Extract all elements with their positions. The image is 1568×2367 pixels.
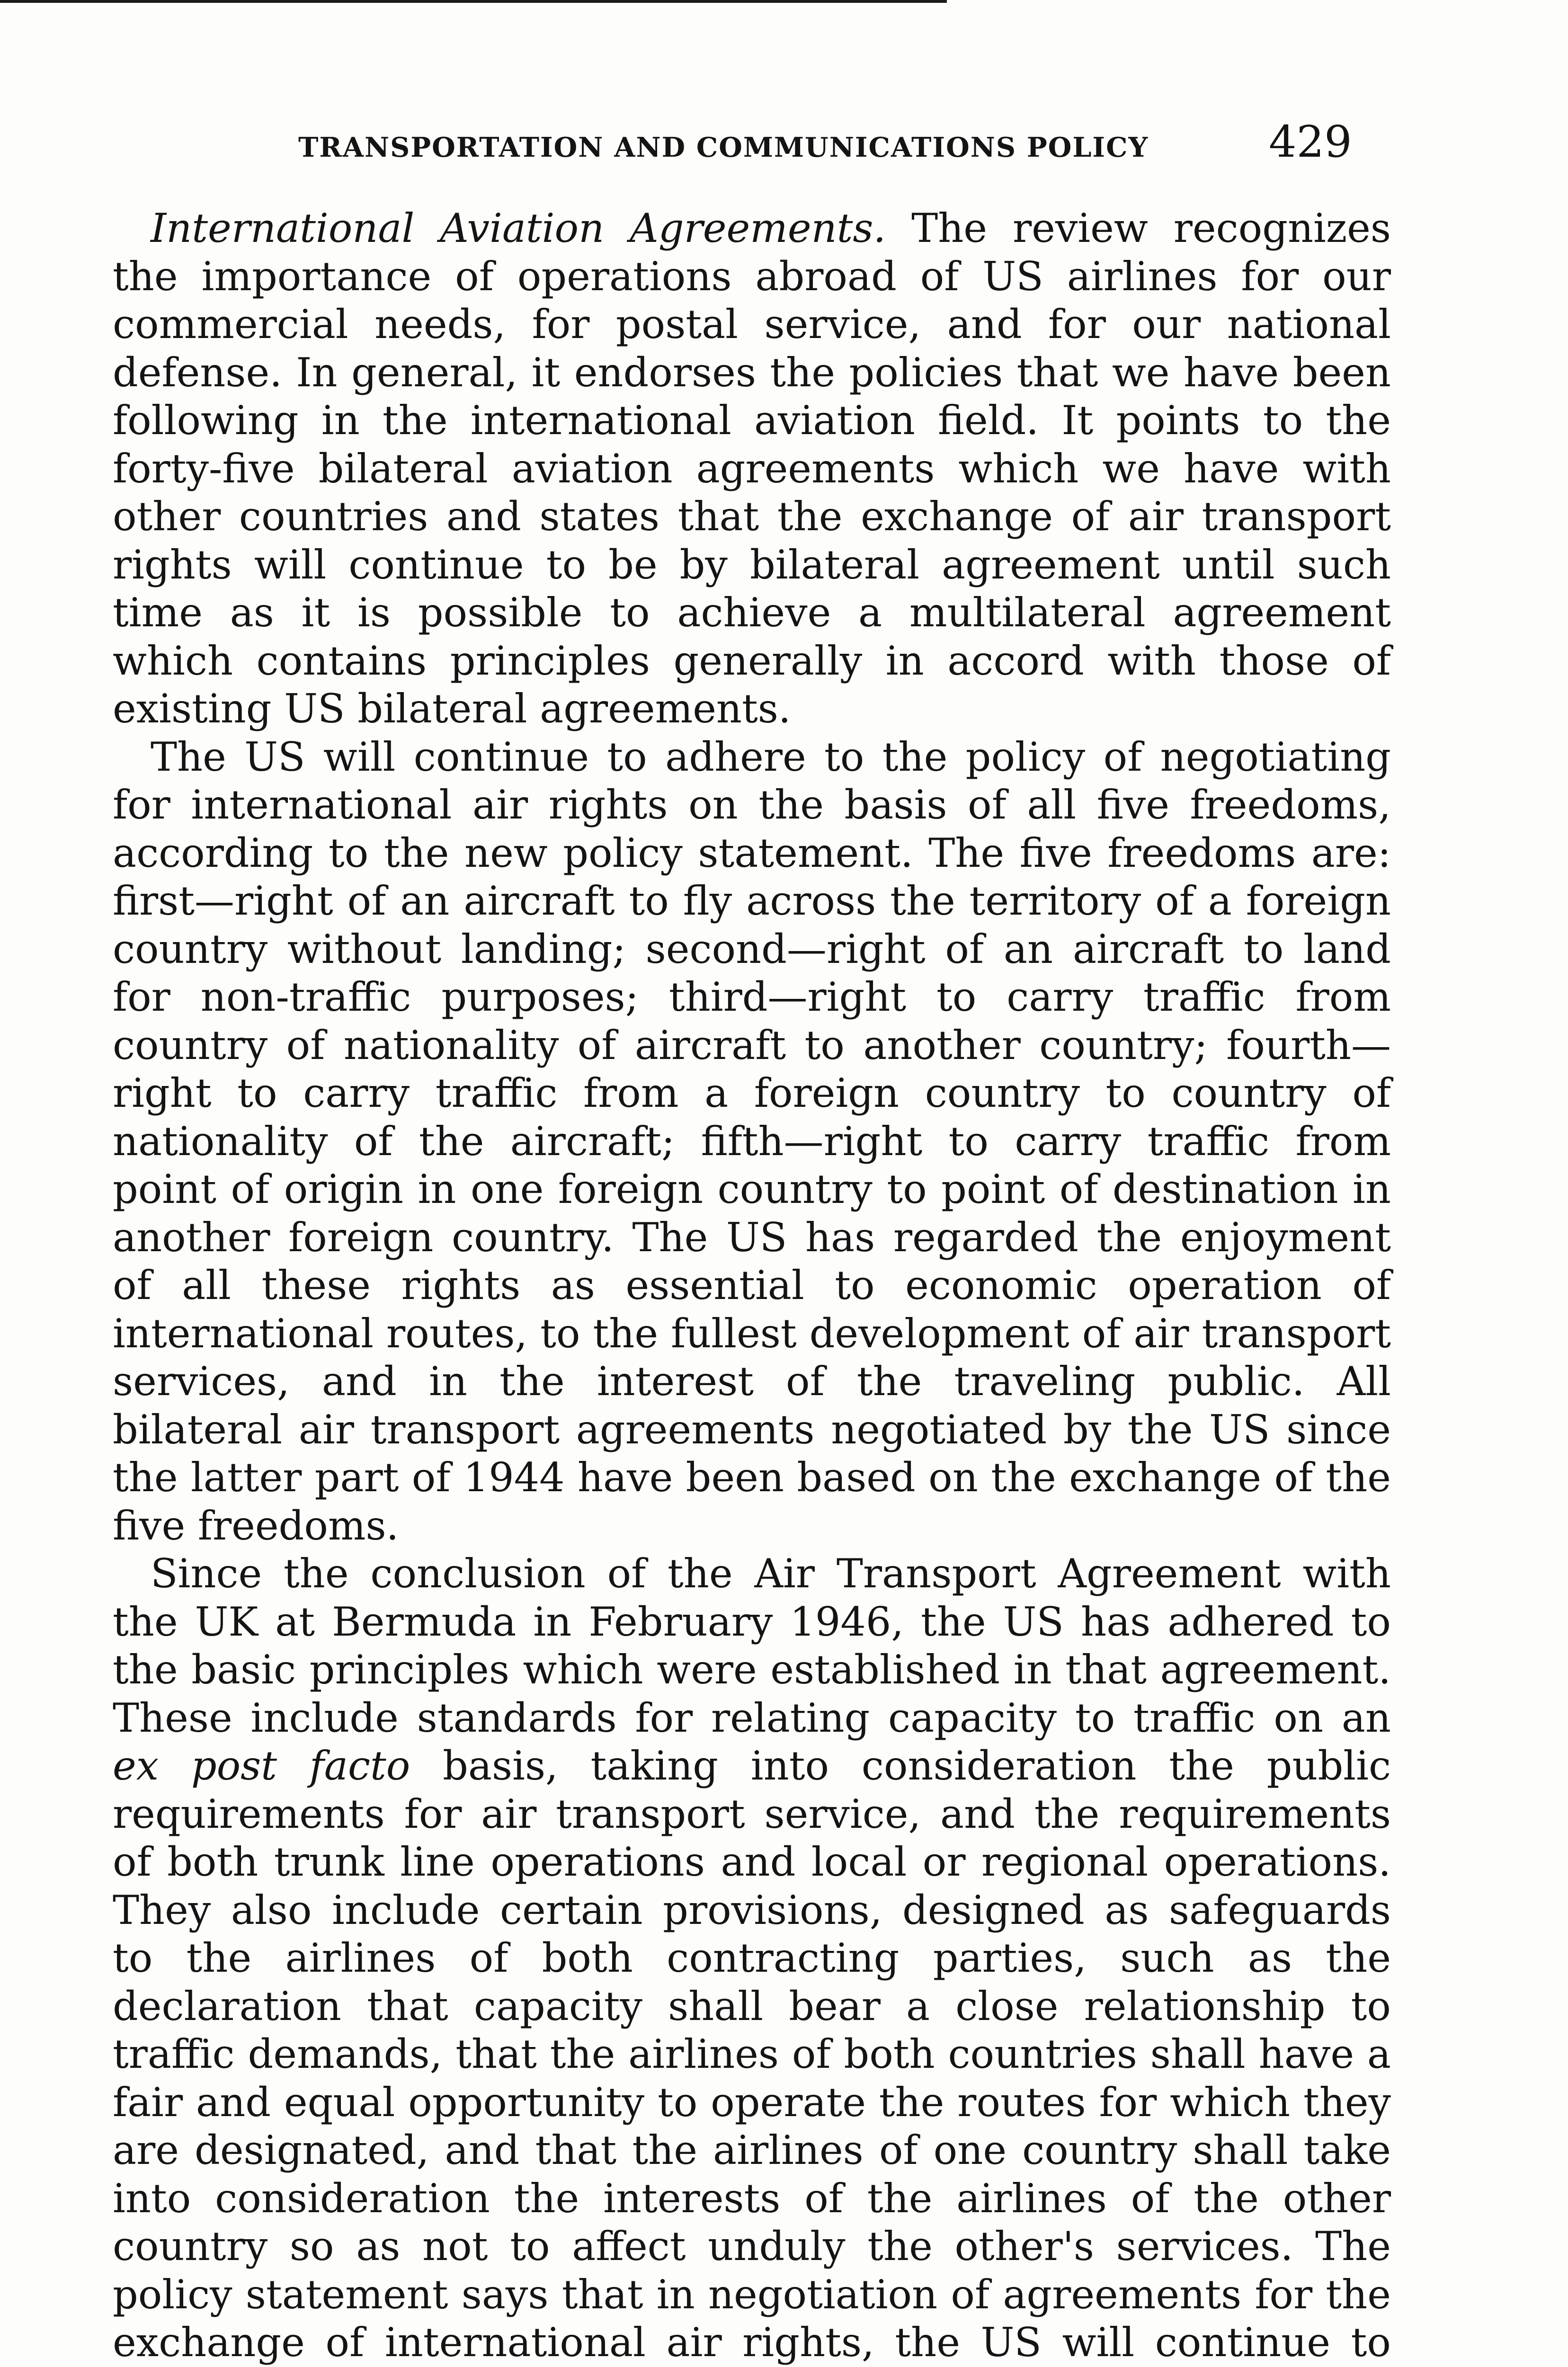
running-head: TRANSPORTATION AND COMMUNICATIONS POLICY bbox=[298, 132, 1149, 163]
page-number: 429 bbox=[1269, 116, 1352, 167]
top-edge-rule bbox=[0, 0, 947, 3]
body-text bbox=[113, 205, 1391, 2367]
paragraph-text: Since the conclusion of the Air Transport Agreement with the UK at Bermuda in February 1946, the US has adhered to the basic principles which were established in that agreement. These include standards for relating capacity to traffic on an bbox=[113, 1550, 1391, 1741]
section-run-in-heading: International Aviation Agreements. bbox=[151, 205, 886, 251]
paragraph-text: basis, taking into consideration the public requirements for air transport service, and the requirements of both trunk line operations and local or regional operations. They also include certain provisions, designed as safeguards to the airlines of both contracting parties, such as the declaration that capacity shall bear a close relationship to traffic demands, that the airlines of both countries shall have a fair and equal opportunity to operate the routes for which they are designated, and that the airlines of one country shall take into consideration the interests of the airlines of the other country so as not to affect unduly the other's services. The policy statement says that in negotiation of agreements for the exchange of international air rights, the US will continue to bbox=[113, 1743, 1391, 2366]
italic-phrase: ex post facto bbox=[113, 1743, 410, 1789]
paragraph-text: The US will continue to adhere to the policy of negotiating for international air rights on the basis of all five freedoms, according to the new policy statement. The five freedoms are: first—right of an aircraft to fly across the territory of a foreign country without landing; second—right of an aircraft to land for non-traffic purposes; third—right to carry traffic from country of nationality of aircraft to another country; fourth—right to carry traffic from a foreign country to country of nationality of the aircraft; fifth—right to carry traffic from point of origin in one foreign country to point of destination in another foreign country. The US has regarded the enjoyment of all these rights as essential to economic operation of international routes, to the fullest development of air transport services, and in the interest of the traveling public. All bilateral air transport agreements negotiated by the US since the latter part of 1944 have been based on the exchange of the five freedoms. bbox=[113, 733, 1391, 1549]
paragraph-international-aviation-agreements bbox=[113, 205, 1391, 733]
paragraph-bermuda-agreement bbox=[113, 1550, 1391, 2367]
paragraph-text: The review recognizes the importance of operations abroad of US airlines for our commercial needs, for postal service, and for our national defense. In general, it endorses the policies that we have been following in the international aviation field. It points to the forty-five bilateral aviation agreements which we have with other countries and states that the exchange of air transport rights will continue to be by bilateral agreement until such time as it is possible to achieve a multilateral agreement which contains principles generally in accord with those of existing US bilateral agreements. bbox=[113, 205, 1391, 732]
paragraph-five-freedoms bbox=[113, 733, 1391, 1550]
